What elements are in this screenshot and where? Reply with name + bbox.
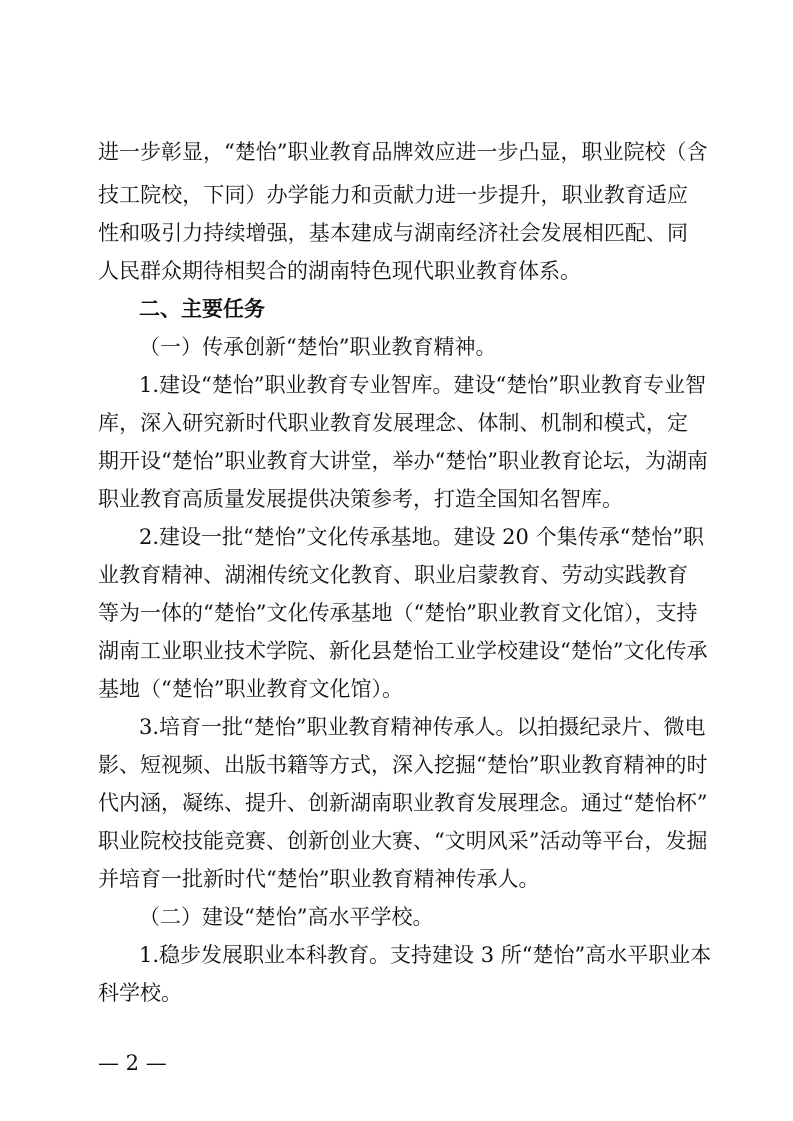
text-line: 业教育精神、湖湘传统文化教育、职业启蒙教育、劳动实践教育 xyxy=(98,563,688,587)
section-heading: 二、主要任务 xyxy=(139,297,265,321)
text-line: 进一步彰显，“楚怡”职业教育品牌效应进一步凸显，职业院校（含 xyxy=(98,140,708,164)
text-line: 人民群众期待相契合的湖南特色现代职业教育体系。 xyxy=(98,259,581,283)
text-line: 湖南工业职业技术学院、新化县楚怡工业学校建设“楚怡”文化传承 xyxy=(98,639,708,663)
text-line: 代内涵，凝练、提升、创新湖南职业教育发展理念。通过“楚怡杯” xyxy=(98,791,708,815)
subsection-heading: （一）传承创新“楚怡”职业教育精神。 xyxy=(139,335,497,359)
text-line: 1.稳步发展职业本科教育。支持建设 3 所“楚怡”高水平职业本 xyxy=(139,943,712,967)
text-line: 技工院校，下同）办学能力和贡献力进一步提升，职业教育适应 xyxy=(98,183,688,207)
page-number: — 2 — xyxy=(98,1051,167,1075)
text-line: 2.建设一批“楚怡”文化传承基地。建设 20 个集传承“楚怡”职 xyxy=(139,525,705,549)
text-line: 职业教育高质量发展提供决策参考，打造全国知名智库。 xyxy=(98,487,623,511)
text-line: 并培育一批新时代“楚怡”职业教育精神传承人。 xyxy=(98,867,540,891)
text-line: 基地（“楚怡”职业教育文化馆）。 xyxy=(98,677,403,701)
text-line: 影、短视频、出版书籍等方式，深入挖掘“楚怡”职业教育精神的时 xyxy=(98,753,708,777)
subsection-heading: （二）建设“楚怡”高水平学校。 xyxy=(139,905,434,929)
text-line: 等为一体的“楚怡”文化传承基地（“楚怡”职业教育文化馆），支持 xyxy=(98,601,698,625)
text-line: 3.培育一批“楚怡”职业教育精神传承人。以拍摄纪录片、微电 xyxy=(139,715,706,739)
text-line: 职业院校技能竞赛、创新创业大赛、“文明风采”活动等平台，发掘 xyxy=(98,829,708,853)
text-line: 性和吸引力持续增强，基本建成与湖南经济社会发展相匹配、同 xyxy=(98,221,688,245)
text-line: 库，深入研究新时代职业教育发展理念、体制、机制和模式，定 xyxy=(98,411,688,435)
text-line: 期开设“楚怡”职业教育大讲堂，举办“楚怡”职业教育论坛，为湖南 xyxy=(98,449,708,473)
text-line: 1.建设“楚怡”职业教育专业智库。建设“楚怡”职业教育专业智 xyxy=(139,373,706,397)
text-line: 科学校。 xyxy=(98,981,182,1005)
